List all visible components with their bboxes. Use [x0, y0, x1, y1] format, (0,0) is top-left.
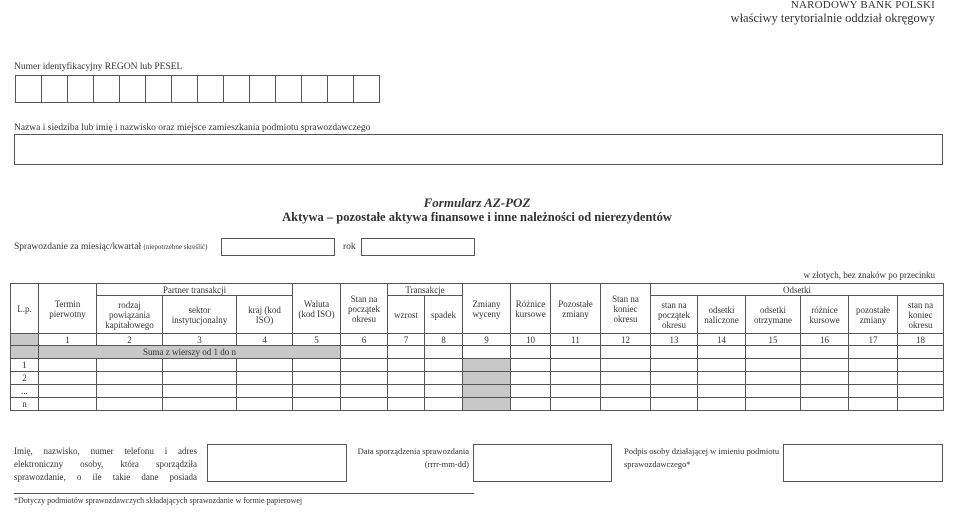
row-3-rodzaj-cell[interactable]: [97, 385, 163, 398]
footnote: *Dotyczy podmiotów sprawozdawczych składających sprawozdanie w formie papierowej: [14, 496, 303, 505]
row-3-wzrost-cell[interactable]: [388, 385, 425, 398]
row-1-termin-cell[interactable]: [39, 359, 97, 372]
period-label-note: (niepotrzebne skreślić): [143, 243, 208, 251]
column-number-spadek: 8: [425, 334, 463, 346]
col-header-pozostale-zmiany: Pozostałe zmiany: [551, 284, 601, 334]
row-number-cell: n: [11, 398, 39, 411]
row-2-roznice-kursowe-cell[interactable]: [511, 372, 551, 385]
row-1-odsetki-otrzymane-cell[interactable]: [746, 359, 801, 372]
assets-table: [10, 283, 944, 411]
entity-name-input[interactable]: [14, 134, 943, 165]
row-4-zmiany-wyceny-cell: [463, 398, 511, 411]
entity-label: Nazwa i siedziba lub imię i nazwisko oraz miejsce zamieszkania podmiotu sprawozdawczego: [14, 123, 371, 133]
row-3-odsetki-otrzymane-cell[interactable]: [746, 385, 801, 398]
row-3-pozostale-zmiany-cell[interactable]: [551, 385, 601, 398]
row-3-roznice-kursowe-cell[interactable]: [511, 385, 551, 398]
nbp-header: [731, 0, 935, 26]
sum-row-wzrost-cell[interactable]: [388, 346, 425, 359]
col-header-spadek: spadek: [425, 296, 463, 334]
row-4-wzrost-cell[interactable]: [388, 398, 425, 411]
row-1-kraj-cell[interactable]: [237, 359, 293, 372]
row-4-stan-koniec-cell[interactable]: [601, 398, 651, 411]
regon-digit-box[interactable]: [301, 75, 328, 103]
sum-row-lp-cell: [11, 346, 39, 359]
col-header-zmiany-wyceny: Zmiany wyceny: [463, 284, 511, 334]
regon-digit-box[interactable]: [249, 75, 276, 103]
row-3-odsetki-stan-poczatek-cell[interactable]: [651, 385, 698, 398]
signature-input[interactable]: [783, 444, 943, 482]
row-4-waluta-cell[interactable]: [293, 398, 341, 411]
regon-digit-box[interactable]: [223, 75, 250, 103]
column-number-zmiany-wyceny: 9: [463, 334, 511, 346]
sum-row-odsetki-naliczone-cell[interactable]: [698, 346, 746, 359]
sum-row-spadek-cell[interactable]: [425, 346, 463, 359]
row-number-cell: ...: [11, 385, 39, 398]
row-2-pozostale-zmiany-cell[interactable]: [551, 372, 601, 385]
row-2-zmiany-wyceny-cell: [463, 372, 511, 385]
sum-row-pozostale-zmiany-cell[interactable]: [551, 346, 601, 359]
sum-row-odsetki-roznice-kursowe-cell[interactable]: [801, 346, 849, 359]
table-row: [11, 385, 944, 398]
column-number-wzrost: 7: [388, 334, 425, 346]
row-2-spadek-cell[interactable]: [425, 372, 463, 385]
sum-row-odsetki-stan-poczatek-cell[interactable]: [651, 346, 698, 359]
column-number-rodzaj: 2: [97, 334, 163, 346]
sum-row-stan-poczatek-cell[interactable]: [341, 346, 388, 359]
column-number-roznice-kursowe: 10: [511, 334, 551, 346]
row-3-spadek-cell[interactable]: [425, 385, 463, 398]
regon-digit-box[interactable]: [197, 75, 224, 103]
row-2-waluta-cell[interactable]: [293, 372, 341, 385]
row-1-odsetki-stan-koniec-cell[interactable]: [898, 359, 944, 372]
regon-digit-box[interactable]: [353, 75, 380, 103]
row-3-odsetki-stan-koniec-cell[interactable]: [898, 385, 944, 398]
group-header-transakcje: Transakcje: [388, 284, 463, 296]
sum-row-odsetki-stan-koniec-cell[interactable]: [898, 346, 944, 359]
date-input[interactable]: [473, 444, 612, 482]
sum-row-odsetki-pozostale-zmiany-cell[interactable]: [849, 346, 898, 359]
regon-digit-box[interactable]: [119, 75, 146, 103]
row-4-pozostale-zmiany-cell[interactable]: [551, 398, 601, 411]
row-3-odsetki-roznice-kursowe-cell[interactable]: [801, 385, 849, 398]
row-3-stan-poczatek-cell[interactable]: [341, 385, 388, 398]
row-1-spadek-cell[interactable]: [425, 359, 463, 372]
row-3-sektor-cell[interactable]: [163, 385, 237, 398]
row-1-odsetki-roznice-kursowe-cell[interactable]: [801, 359, 849, 372]
header-row-groups: [11, 284, 944, 296]
regon-digit-box[interactable]: [41, 75, 68, 103]
col-header-wzrost: wzrost: [388, 296, 425, 334]
column-number-odsetki-roznice-kursowe: 16: [801, 334, 849, 346]
branch-name: właściwy terytorialnie oddział okręgowy: [730, 11, 935, 25]
row-3-stan-koniec-cell[interactable]: [601, 385, 651, 398]
row-3-waluta-cell[interactable]: [293, 385, 341, 398]
row-4-odsetki-stan-poczatek-cell[interactable]: [651, 398, 698, 411]
row-1-odsetki-stan-poczatek-cell[interactable]: [651, 359, 698, 372]
year-label: rok: [343, 242, 356, 252]
footnote-divider: [14, 493, 474, 494]
row-2-odsetki-naliczone-cell[interactable]: [698, 372, 746, 385]
table-row: [11, 359, 944, 372]
column-number-odsetki-stan-koniec: 18: [898, 334, 944, 346]
row-4-odsetki-roznice-kursowe-cell[interactable]: [801, 398, 849, 411]
signature-label: Podpis osoby działającej w imieniu podmiotu sprawozdawczego*: [624, 446, 780, 469]
col-header-stan-poczatek: Stan na początek okresu: [341, 284, 388, 334]
regon-input: [15, 75, 380, 103]
row-4-kraj-cell[interactable]: [237, 398, 293, 411]
date-label-text: Data sporządzenia sprawozdania: [357, 446, 469, 456]
row-4-odsetki-naliczone-cell[interactable]: [698, 398, 746, 411]
row-2-rodzaj-cell[interactable]: [97, 372, 163, 385]
sum-row-zmiany-wyceny-cell[interactable]: [463, 346, 511, 359]
row-2-sektor-cell[interactable]: [163, 372, 237, 385]
table-row: [11, 398, 944, 411]
preparer-label: Imię, nazwisko, numer telefonu i adres elektroniczny osoby, która sporządziła sprawozdanie, o ile takie dane posiada: [14, 446, 197, 482]
col-header-odsetki-stan-poczatek: stan na początek okresu: [651, 296, 698, 334]
row-3-odsetki-naliczone-cell[interactable]: [698, 385, 746, 398]
row-2-odsetki-stan-koniec-cell[interactable]: [898, 372, 944, 385]
form-title: Formularz AZ-POZ: [423, 195, 531, 210]
row-2-stan-koniec-cell[interactable]: [601, 372, 651, 385]
row-2-stan-poczatek-cell[interactable]: [341, 372, 388, 385]
row-1-pozostale-zmiany-cell[interactable]: [551, 359, 601, 372]
row-2-odsetki-stan-poczatek-cell[interactable]: [651, 372, 698, 385]
col-header-odsetki-stan-koniec: stan na koniec okresu: [898, 296, 944, 334]
col-header-kraj: kraj (kod ISO): [237, 296, 293, 334]
col-header-odsetki-naliczone: odsetki naliczone: [698, 296, 746, 334]
row-2-termin-cell[interactable]: [39, 372, 97, 385]
column-number-lp-cell: [11, 334, 39, 346]
column-number-row: [11, 334, 944, 346]
period-label-text: Sprawozdanie za miesiąc/kwartał: [14, 242, 142, 252]
table-row: [11, 372, 944, 385]
column-number-odsetki-otrzymane: 15: [746, 334, 801, 346]
column-number-waluta: 5: [293, 334, 341, 346]
row-1-stan-poczatek-cell[interactable]: [341, 359, 388, 372]
column-number-odsetki-naliczone: 14: [698, 334, 746, 346]
row-4-sektor-cell[interactable]: [163, 398, 237, 411]
row-4-stan-poczatek-cell[interactable]: [341, 398, 388, 411]
row-4-odsetki-otrzymane-cell[interactable]: [746, 398, 801, 411]
row-number-cell: 1: [11, 359, 39, 372]
col-header-odsetki-roznice-kursowe: różnice kursowe: [801, 296, 849, 334]
row-4-termin-cell[interactable]: [39, 398, 97, 411]
row-4-spadek-cell[interactable]: [425, 398, 463, 411]
row-3-kraj-cell[interactable]: [237, 385, 293, 398]
column-number-pozostale-zmiany: 11: [551, 334, 601, 346]
row-1-zmiany-wyceny-cell: [463, 359, 511, 372]
col-header-lp: L.p.: [11, 284, 39, 334]
regon-digit-box[interactable]: [171, 75, 198, 103]
date-format-hint: (rrrr-mm-dd): [424, 459, 469, 469]
regon-digit-box[interactable]: [145, 75, 172, 103]
column-number-odsetki-pozostale-zmiany: 17: [849, 334, 898, 346]
row-1-roznice-kursowe-cell[interactable]: [511, 359, 551, 372]
row-number-cell: 2: [11, 372, 39, 385]
column-number-termin: 1: [39, 334, 97, 346]
unit-note: w złotych, bez znaków po przecinku: [803, 270, 935, 280]
row-4-odsetki-stan-koniec-cell[interactable]: [898, 398, 944, 411]
regon-digit-box[interactable]: [327, 75, 354, 103]
row-3-zmiany-wyceny-cell: [463, 385, 511, 398]
row-1-sektor-cell[interactable]: [163, 359, 237, 372]
col-header-stan-koniec: Stan na koniec okresu: [601, 284, 651, 334]
sum-row: [11, 346, 944, 359]
group-header-odsetki: Odsetki: [651, 284, 944, 296]
row-1-wzrost-cell[interactable]: [388, 359, 425, 372]
row-2-kraj-cell[interactable]: [237, 372, 293, 385]
col-header-sektor: sektor instytucjonalny: [163, 296, 237, 334]
row-2-odsetki-pozostale-zmiany-cell[interactable]: [849, 372, 898, 385]
row-2-odsetki-otrzymane-cell[interactable]: [746, 372, 801, 385]
column-number-odsetki-stan-poczatek: 13: [651, 334, 698, 346]
bank-name: NARODOWY BANK POLSKI: [790, 0, 935, 11]
col-header-termin: Termin pierwotny: [39, 284, 97, 334]
col-header-rodzaj: rodzaj powiązania kapitałowego: [97, 296, 163, 334]
table-body: [11, 346, 944, 411]
column-number-sektor: 3: [163, 334, 237, 346]
col-header-odsetki-pozostale-zmiany: pozostałe zmiany: [849, 296, 898, 334]
form-subtitle: Aktywa – pozostałe aktywa finansowe i inne należności od nierezydentów: [282, 210, 672, 224]
row-2-wzrost-cell[interactable]: [388, 372, 425, 385]
column-number-stan-poczatek: 6: [341, 334, 388, 346]
row-2-odsetki-roznice-kursowe-cell[interactable]: [801, 372, 849, 385]
col-header-roznice-kursowe: Różnice kursowe: [511, 284, 551, 334]
sum-row-stan-koniec-cell[interactable]: [601, 346, 651, 359]
regon-digit-box[interactable]: [67, 75, 94, 103]
col-header-odsetki-otrzymane: odsetki otrzymane: [746, 296, 801, 334]
preparer-input[interactable]: [207, 444, 347, 482]
period-input[interactable]: [221, 238, 335, 256]
row-1-stan-koniec-cell[interactable]: [601, 359, 651, 372]
row-1-rodzaj-cell[interactable]: [97, 359, 163, 372]
sum-row-odsetki-otrzymane-cell[interactable]: [746, 346, 801, 359]
sum-row-roznice-kursowe-cell[interactable]: [511, 346, 551, 359]
regon-label: Numer identyfikacyjny REGON lub PESEL: [14, 62, 183, 72]
row-1-odsetki-pozostale-zmiany-cell[interactable]: [849, 359, 898, 372]
row-1-waluta-cell[interactable]: [293, 359, 341, 372]
col-header-waluta: Waluta (kod ISO): [293, 284, 341, 334]
row-4-roznice-kursowe-cell[interactable]: [511, 398, 551, 411]
regon-digit-box[interactable]: [15, 75, 42, 103]
regon-digit-box[interactable]: [93, 75, 120, 103]
column-number-kraj: 4: [237, 334, 293, 346]
row-4-rodzaj-cell[interactable]: [97, 398, 163, 411]
period-label: [14, 241, 207, 253]
group-header-partner: Partner transakcji: [97, 284, 293, 296]
row-3-termin-cell[interactable]: [39, 385, 97, 398]
row-4-odsetki-pozostale-zmiany-cell[interactable]: [849, 398, 898, 411]
regon-digit-box[interactable]: [275, 75, 302, 103]
row-1-odsetki-naliczone-cell[interactable]: [698, 359, 746, 372]
column-number-stan-koniec: 12: [601, 334, 651, 346]
row-3-odsetki-pozostale-zmiany-cell[interactable]: [849, 385, 898, 398]
date-label: [355, 445, 469, 471]
year-input[interactable]: [361, 238, 475, 256]
sum-row-label: Suma z wierszy od 1 do n: [39, 346, 341, 359]
